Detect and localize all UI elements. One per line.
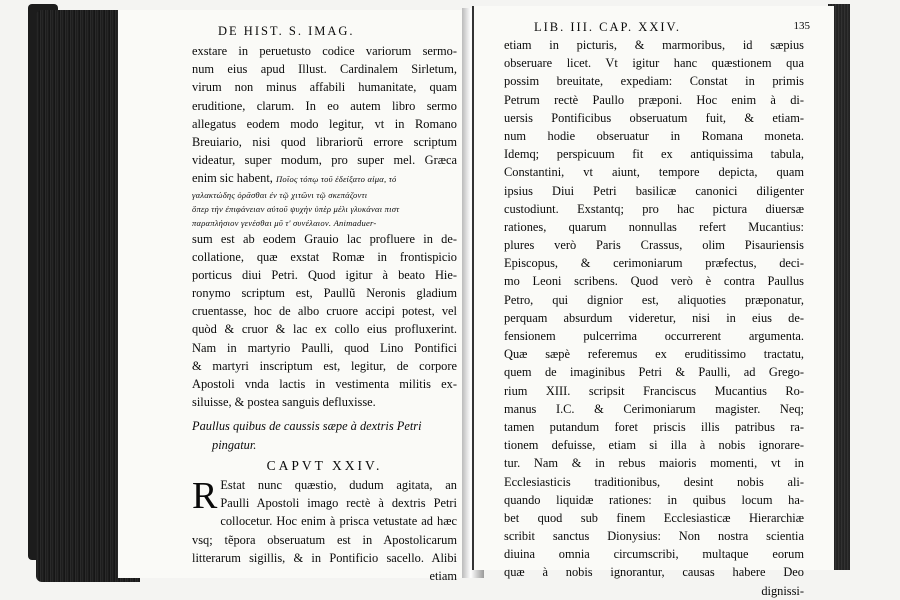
greek-line: γαλακτώδης ὁρᾶσθαι ἐν τῷ χιτῶνι τῷ σκεπάζοντι <box>192 189 368 200</box>
text-line: Estat nunc quæstio, dudum agitata, an <box>220 478 457 493</box>
text-line: Nam in martyrio Paulli, quod Lino Pontifici <box>192 340 457 355</box>
text-line: cruentasse, hoc de albo cruore accipi potest, vel <box>192 304 457 319</box>
text-line: sum est ab eodem Grauio lac profluere in de- <box>192 231 457 246</box>
text-line: eruditione, clarum. In eo autem libro sermo <box>192 98 457 113</box>
catchword: dignissi- <box>761 583 804 598</box>
text-line: siluisse, & postea sanguis defluxisse. <box>192 395 376 410</box>
text-line: perquam absurdum videretur, nisi in eius de- <box>504 310 804 325</box>
text-line: videatur, super modum, pro super mel. Græca <box>192 153 457 168</box>
greek-line: ὅπερ τὴν ἐπιφάνειαν αὐτοῦ ψυχὴν ὑπὲρ μέλι γλυκάναι πιστ <box>192 203 400 214</box>
text-line: num eius apud Illust. Cardinalem Sirletum, <box>192 62 457 77</box>
text-line: tur. Nam & in rebus maioris momenti, vt in <box>504 456 804 471</box>
text-line: num hodie obseruatur in Romana moneta. <box>504 128 804 143</box>
text-line: allegatus eodem modo legitur, vt in Romano <box>192 116 457 131</box>
text-line: Petrum rectè Paullo præponi. Hoc enim à di- <box>504 92 804 107</box>
text-line: fensionem pulcerrima occurrerent argumenta. <box>504 329 804 343</box>
text-line: etiam in picturis, & marmoribus, id sæpius <box>504 38 804 52</box>
text-line: Idemq; perspicuum fit ex antiquissima tabula, <box>504 147 804 162</box>
section-title-cont: pingatur. <box>212 437 257 452</box>
greek-text: Ποῖος τόπῳ τοῦ ἐδείξατο αἰμα, τό <box>275 174 397 185</box>
text-line: virum non minus affabili humanitate, quam <box>192 80 457 95</box>
text-line: Ecclesiasticis traditionibus, desint nobis ali- <box>504 474 804 489</box>
text-line: Quæ sæpè referemus ex eruditissimo tractatu, <box>504 347 804 362</box>
text-line: ipsius Diui Petri basilicæ canonici diligenter <box>504 183 804 198</box>
running-header-left: DE HIST. S. IMAG. <box>218 24 355 38</box>
left-page-text <box>192 42 457 585</box>
text-line: tionem defuisse, etiam si illa à nobis ignorare- <box>504 438 804 453</box>
text-line: exstare in peruetusto codice variorum sermo- <box>192 44 457 58</box>
text-line: tamen putandum foret priscis illis patribus ra- <box>504 419 804 434</box>
text-line: ronymo scriptum est, Paullũ Neronis gladium <box>192 286 457 301</box>
section-title: Paullus quibus de caussis sæpe à dextris Petri <box>192 419 422 434</box>
page-number: 135 <box>793 20 810 32</box>
text-line: Constantini, vt aiunt, tempore depicta, quam <box>504 165 804 180</box>
text-line: collocetur. Hoc enim à prisca vetustate ad hæc <box>220 514 457 529</box>
text-line: Breuiario, nisi quod librariorũ errore scriptum <box>192 134 457 149</box>
chapter-paragraph <box>192 476 457 567</box>
text-line: quem de imaginibus Petri & Paulli, ad Grego- <box>504 365 804 380</box>
text-line: uersis Pontificibus obseruatum fuit, & etiam- <box>504 110 804 125</box>
left-page <box>118 10 472 583</box>
text-line-with-greek <box>192 169 457 187</box>
text-line: quando liquidæ rationes: in quibus locum ha- <box>504 492 804 507</box>
text-line: quæ à nobis ignorantur, causas habere Deo <box>504 565 804 580</box>
text-line: scribit sanctus Dionysius: Non nostra scientia <box>504 529 804 544</box>
drop-capital: R <box>192 475 218 518</box>
text-line: plures verò Paris Crassus, olim Pisauriensis <box>504 238 804 253</box>
text-line: custodiunt. Exstantq; pro hac pictura diuersæ <box>504 201 804 216</box>
text-line: collatione, quæ exstat Romæ in frontispicio <box>192 249 457 264</box>
text-line: enim sic habent, <box>192 171 273 186</box>
text-line: Paulli Apostoli imago rectè à dextris Petri <box>220 496 457 511</box>
text-line: obseruare licet. Vt igitur hanc quæstionem qua <box>504 56 804 71</box>
text-line: Episcopus, & cerimoniarum præfectus, deci- <box>504 256 804 271</box>
catchword: etiam <box>429 568 457 583</box>
text-line: porticus diui Petri. Quod igitur à beato Hie- <box>192 267 457 282</box>
right-page-text <box>504 36 804 600</box>
text-line: manus I.C. & Cerimoniarum magister. Neq; <box>504 401 804 416</box>
text-line: possim breuitate, expediam: Constat in primis <box>504 74 804 89</box>
chapter-heading: CAPVT XXIV. <box>266 457 383 473</box>
text-line: litterarum sigillis, & in Pontificio sacello. Alibi <box>192 550 457 565</box>
text-line: bet quod sub finem Ecclesiasticæ Hierarchiæ <box>504 510 804 525</box>
text-line: Petro, qui dignior est, aliquoties præponatur, <box>504 292 804 307</box>
text-line: diuina omnia circumscribi, multaque eorum <box>504 547 804 562</box>
right-page <box>472 6 834 598</box>
text-line: mo Leoni scribens. Quod verò è contra Paullus <box>504 274 804 289</box>
text-line: rationes, quarum nonnullas refert Mucantius: <box>504 219 804 234</box>
text-line: quòd & cruor & lac ex collo eius profluxerint. <box>192 322 457 337</box>
greek-line: παραπλήσιον γενέσθαι μῦ τ' συνέλαιον. Animaduer- <box>192 217 377 228</box>
text-line: & martyri inscriptum est, legitur, de corpore <box>192 358 457 373</box>
text-line: rium XIII. scripsit Franciscus Mucantius Ro- <box>504 383 804 398</box>
text-line: vsq; tẽpora obseruatum est in Apostolicarum <box>192 532 457 547</box>
running-header-right: LIB. III. CAP. XXIV. <box>534 20 682 34</box>
text-line: Apostoli vnda lactis in vestimenta militis ex- <box>192 377 457 392</box>
